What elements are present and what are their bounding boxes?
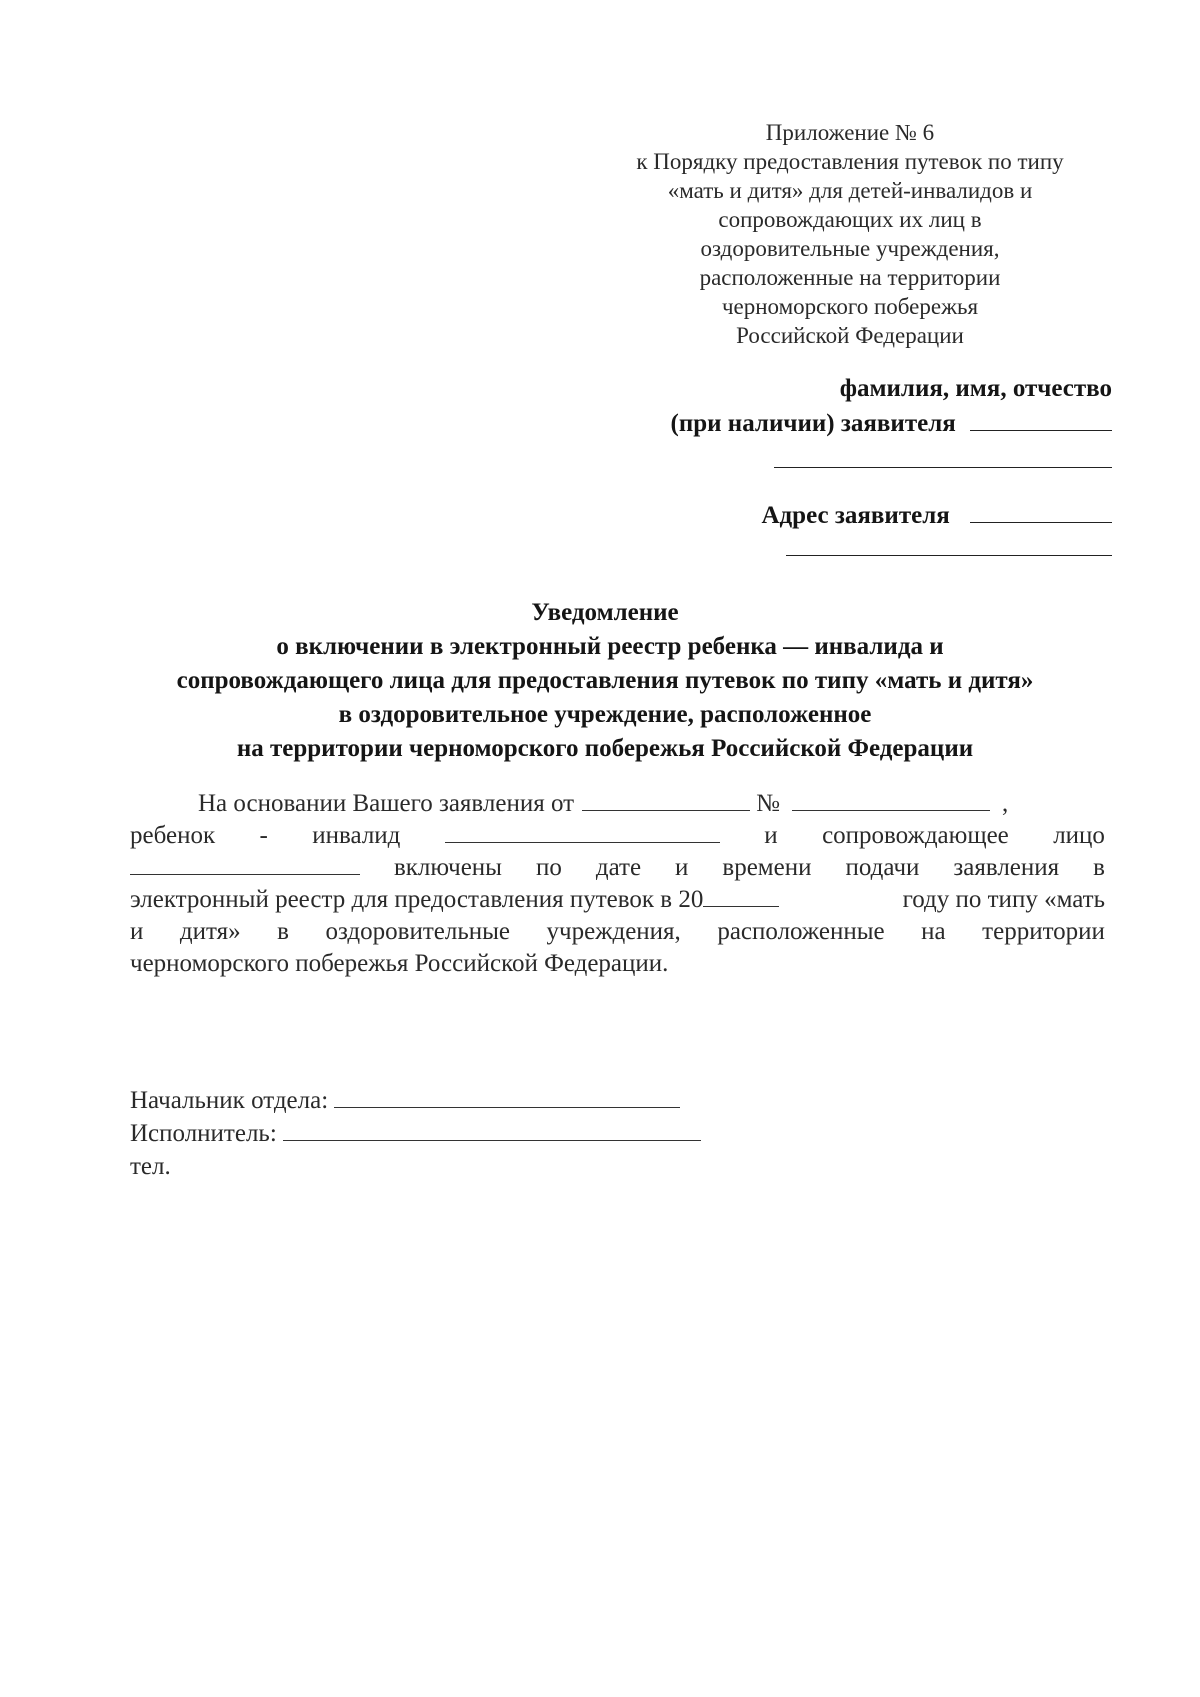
body-text: - (259, 822, 268, 849)
body-text: инвалид (312, 822, 401, 849)
body-row-2 (130, 820, 1105, 852)
body-text: На основании Вашего заявления от (198, 790, 575, 817)
body-word: учреждения, (546, 918, 681, 945)
body-word: территории (982, 918, 1105, 945)
body-word: подачи (845, 854, 920, 881)
application-date-field[interactable] (582, 788, 750, 811)
body-word: включены (393, 854, 502, 881)
body-word: и (130, 918, 144, 945)
head-of-department-field[interactable] (334, 1085, 680, 1108)
body-row-6 (130, 948, 1105, 980)
application-number-field[interactable] (792, 788, 990, 811)
appendix-reference (600, 118, 1100, 350)
body-word: расположенные (717, 918, 885, 945)
year-field[interactable] (703, 884, 779, 907)
appendix-line: черноморского побережья (721, 294, 979, 319)
applicant-name-label: фамилия, имя, отчество (839, 375, 1112, 402)
notice-title-line: в оздоровительное учреждение, расположенное (338, 701, 872, 728)
notice-title-line: сопровождающего лица для предоставления путевок по типу «мать и дитя» (176, 667, 1034, 694)
body-word: дитя» (179, 918, 241, 945)
body-word: на (921, 918, 946, 945)
applicant-block (492, 372, 1112, 556)
body-text: и (764, 822, 778, 849)
body-word: в (1093, 854, 1105, 881)
body-text: сопровождающее (822, 822, 1009, 849)
executor-label: Исполнитель: (130, 1120, 277, 1147)
body-word: и (675, 854, 689, 881)
child-name-field[interactable] (445, 820, 720, 843)
body-word: в (277, 918, 289, 945)
body-text: черноморского побережья Российской Федерации. (130, 950, 669, 977)
notice-body (130, 788, 1105, 980)
body-word: времени (722, 854, 812, 881)
body-row-5 (130, 916, 1105, 948)
head-of-department-label: Начальник отдела: (130, 1087, 329, 1114)
executor-row (130, 1117, 830, 1150)
applicant-address-blank-2[interactable] (786, 537, 1112, 556)
notice-title-line: на территории черноморского побережья Российской Федерации (236, 735, 974, 762)
body-text: № (756, 790, 780, 817)
body-row-3 (130, 852, 1105, 884)
head-of-department-row (130, 1084, 830, 1117)
applicant-name-row (492, 406, 1112, 441)
applicant-address-label: Адрес заявителя (761, 502, 950, 529)
appendix-line: Российской Федерации (736, 323, 964, 348)
phone-row (130, 1150, 830, 1183)
body-text: году по типу «мать (902, 886, 1105, 913)
applicant-address-row (492, 498, 1112, 533)
applicant-name-blank-2[interactable] (774, 449, 1112, 468)
notice-title (120, 596, 1090, 766)
body-word: заявления (953, 854, 1060, 881)
applicant-name-blank[interactable] (970, 406, 1112, 431)
body-text: лицо (1053, 822, 1105, 849)
appendix-line: «мать и дитя» для детей-инвалидов и (667, 178, 1033, 203)
appendix-line: сопровождающих их лиц в (718, 207, 982, 232)
body-word: дате (595, 854, 642, 881)
body-row-1 (130, 788, 1105, 820)
notice-heading: Уведомление (531, 599, 679, 626)
body-text: ребенок (130, 822, 216, 849)
body-text: , (1001, 790, 1009, 817)
appendix-line: Приложение № 6 (765, 120, 935, 145)
body-text-group (130, 884, 779, 916)
executor-field[interactable] (283, 1118, 701, 1141)
body-row-4 (130, 884, 1105, 916)
applicant-address-blank[interactable] (970, 498, 1112, 523)
notice-title-line: о включении в электронный реестр ребенка — инвалида и (276, 633, 944, 660)
body-text: электронный реестр для предоставления путевок в 20 (130, 886, 704, 913)
appendix-line: расположенные на территории (699, 265, 1001, 290)
appendix-line: к Порядку предоставления путевок по типу (636, 149, 1064, 174)
body-word: оздоровительные (325, 918, 510, 945)
signature-block (130, 1084, 830, 1183)
appendix-line: оздоровительные учреждения, (700, 236, 1000, 261)
body-word: по (535, 854, 562, 881)
companion-name-field[interactable] (130, 852, 360, 875)
applicant-name-label-2: (при наличии) заявителя (670, 410, 956, 437)
phone-label: тел. (130, 1153, 171, 1180)
